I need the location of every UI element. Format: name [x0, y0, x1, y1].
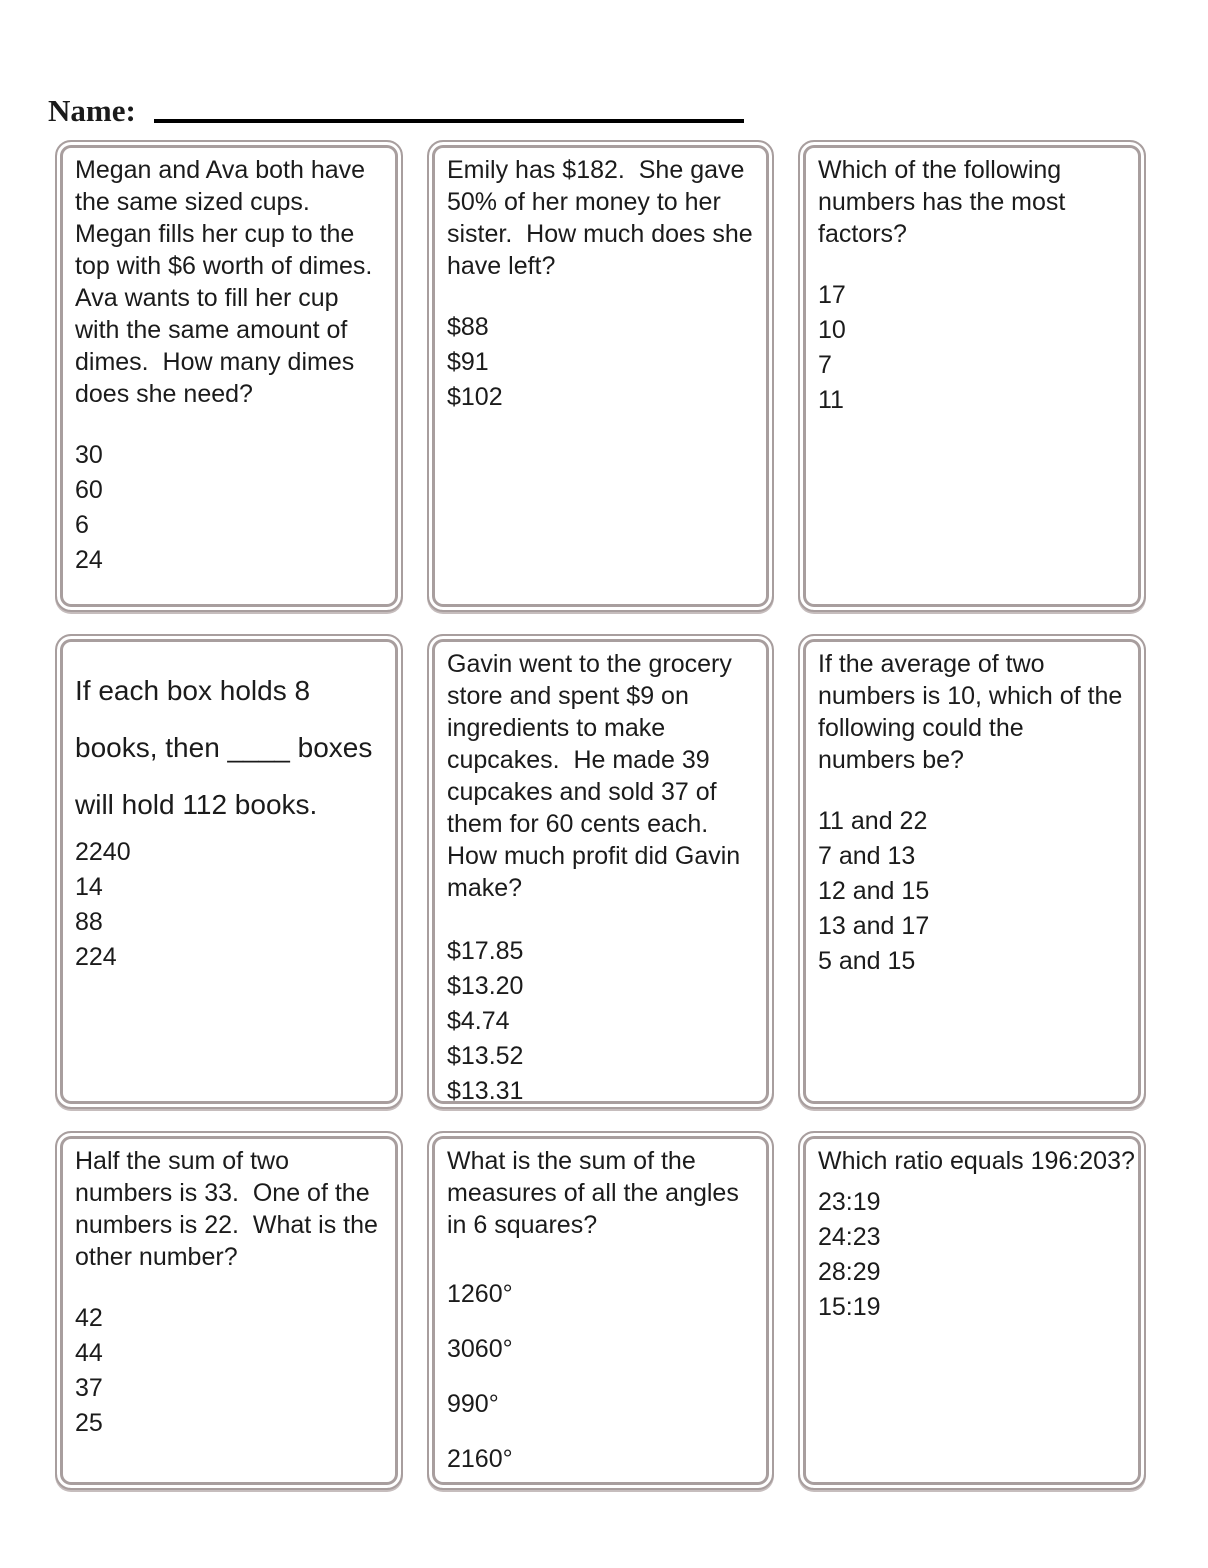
answer-choice: 12 and 15	[818, 877, 930, 905]
answer-choice: 5 and 15	[818, 947, 916, 975]
problem-card-7	[55, 1131, 403, 1490]
answer-choices	[75, 835, 389, 975]
question-line: Megan and Ava both have	[75, 156, 366, 184]
worksheet-grid	[55, 140, 1146, 1490]
question-line: the same sized cups.	[75, 188, 310, 216]
answer-choice: $13.52	[447, 1042, 524, 1070]
question-text	[447, 1145, 760, 1241]
answer-choice: $13.31	[447, 1077, 524, 1105]
answer-choice: 2160°	[447, 1445, 513, 1473]
question-line: dimes. How many dimes	[75, 348, 355, 376]
question-line: If the average of two	[818, 650, 1045, 678]
name-label: Name:	[48, 93, 136, 128]
answer-choice: 15:19	[818, 1293, 881, 1321]
question-line: numbers is 22. What is the	[75, 1211, 378, 1239]
answer-choice: 13 and 17	[818, 912, 930, 940]
answer-choice: $13.20	[447, 972, 524, 1000]
answer-choice: 1260°	[447, 1280, 513, 1308]
question-line: other number?	[75, 1243, 238, 1271]
answer-choices	[447, 934, 760, 1109]
question-text	[75, 662, 389, 833]
question-line: following could the	[818, 714, 1024, 742]
answer-choice: $88	[447, 313, 489, 341]
question-line: in 6 squares?	[447, 1211, 598, 1239]
answer-choices	[75, 1301, 389, 1441]
question-line: Megan fills her cup to the	[75, 220, 355, 248]
question-line: What is the sum of the	[447, 1147, 696, 1175]
answer-choice: 6	[75, 511, 89, 539]
question-line: have left?	[447, 252, 556, 280]
question-line: will hold 112 books.	[75, 789, 318, 820]
answer-choice: 42	[75, 1304, 103, 1332]
answer-choice: 11	[818, 386, 844, 414]
answer-choice: 60	[75, 476, 103, 504]
problem-card-3	[798, 140, 1146, 612]
question-line: numbers is 33. One of the	[75, 1179, 370, 1207]
question-line: numbers be?	[818, 746, 964, 774]
question-line: Emily has $182. She gave	[447, 156, 745, 184]
question-line: ingredients to make	[447, 714, 666, 742]
answer-choice: 17	[818, 281, 846, 309]
question-line: factors?	[818, 220, 907, 248]
answer-choice: 28:29	[818, 1258, 881, 1286]
answer-choice: $102	[447, 383, 503, 411]
question-line: top with $6 worth of dimes.	[75, 252, 373, 280]
question-line: Gavin went to the grocery	[447, 650, 732, 678]
answer-choice: 10	[818, 316, 846, 344]
question-text	[818, 1145, 1135, 1177]
answer-choices	[75, 438, 389, 578]
answer-choices	[447, 1277, 760, 1477]
question-text	[818, 154, 1132, 250]
question-line: Ava wants to fill her cup	[75, 284, 339, 312]
question-line: numbers has the most	[818, 188, 1066, 216]
question-line: measures of all the angles	[447, 1179, 739, 1207]
answer-choice: 7 and 13	[818, 842, 916, 870]
answer-choices	[818, 804, 1132, 979]
question-line: them for 60 cents each.	[447, 810, 709, 838]
problem-card-4	[55, 634, 403, 1109]
question-line: cupcakes. He made 39	[447, 746, 710, 774]
answer-choice: $91	[447, 348, 489, 376]
question-line: sister. How much does she	[447, 220, 753, 248]
answer-choice: 990°	[447, 1390, 499, 1418]
answer-choice: 224	[75, 943, 117, 971]
question-line: Which ratio equals 196:203?	[818, 1147, 1135, 1175]
problem-card-1	[55, 140, 403, 612]
question-line: books, then ____ boxes	[75, 732, 373, 763]
answer-choice: 11 and 22	[818, 807, 928, 835]
answer-choice: 24	[75, 546, 103, 574]
answer-choice: 14	[75, 873, 103, 901]
answer-choices	[818, 278, 1132, 418]
question-line: store and spent $9 on	[447, 682, 689, 710]
answer-choice: 37	[75, 1374, 103, 1402]
answer-choice: 25	[75, 1409, 103, 1437]
question-line: Which of the following	[818, 156, 1062, 184]
answer-choice: $4.74	[447, 1007, 510, 1035]
answer-choice: 44	[75, 1339, 103, 1367]
question-line: How much profit did Gavin	[447, 842, 741, 870]
answer-choice: 88	[75, 908, 103, 936]
question-text	[75, 1145, 389, 1273]
problem-card-2	[427, 140, 774, 612]
question-line: cupcakes and sold 37 of	[447, 778, 717, 806]
question-line: does she need?	[75, 380, 253, 408]
question-line: with the same amount of	[75, 316, 348, 344]
problem-card-5	[427, 634, 774, 1109]
problem-card-6	[798, 634, 1146, 1109]
answer-choice: 23:19	[818, 1188, 881, 1216]
answer-choice: 7	[818, 351, 832, 379]
question-text	[447, 648, 760, 904]
question-text	[75, 154, 389, 410]
question-text	[447, 154, 760, 282]
question-line: 50% of her money to her	[447, 188, 721, 216]
question-line: Half the sum of two	[75, 1147, 289, 1175]
answer-choice: 2240	[75, 838, 131, 866]
name-header	[48, 94, 744, 128]
answer-choices	[818, 1185, 1132, 1325]
problem-card-9	[798, 1131, 1146, 1490]
question-text	[818, 648, 1132, 776]
problem-card-8	[427, 1131, 774, 1490]
answer-choice: 3060°	[447, 1335, 513, 1363]
answer-choices	[447, 310, 760, 415]
question-line: If each box holds 8	[75, 675, 311, 706]
question-line: numbers is 10, which of the	[818, 682, 1123, 710]
question-line: make?	[447, 874, 523, 902]
answer-choice: 30	[75, 441, 103, 469]
answer-choice: 24:23	[818, 1223, 881, 1251]
name-blank-line	[154, 119, 744, 123]
answer-choice: $17.85	[447, 937, 524, 965]
